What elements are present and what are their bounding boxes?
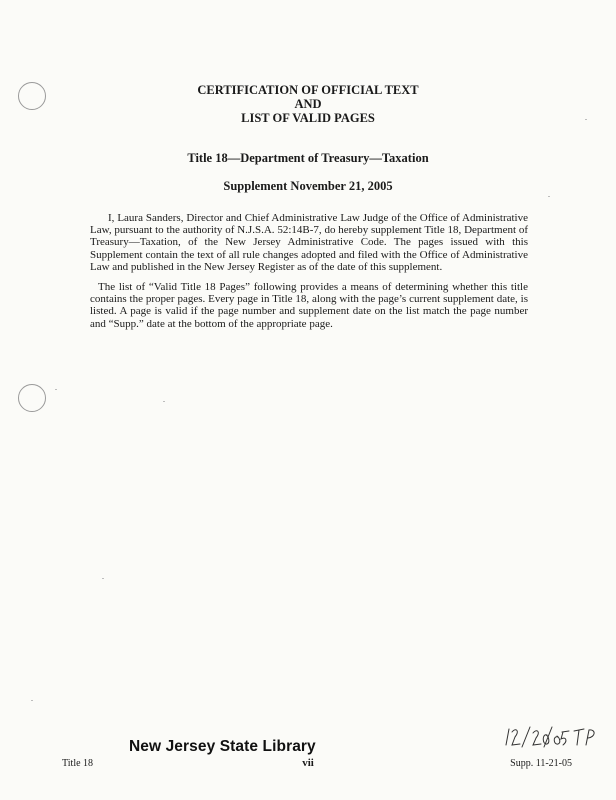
scan-speck (163, 401, 165, 402)
certification-paragraph: I, Laura Sanders, Director and Chief Administrative Law Judge of the Office of Administrative Law, pursuant to the authority of N.J.S.A. 52:14B-7, do hereby supplement Title 18, Department of Treasury—Taxation, of the New Jersey Administrative Code. The pages issued with this Supplement contain the text of all rule changes adopted and filed with the Office of Administrative Law and published in the New Jersey Register as of the date of this supplement. (90, 212, 528, 273)
scan-speck (31, 700, 33, 701)
heading-line-2: AND (294, 97, 322, 111)
heading-line-1: CERTIFICATION OF OFFICIAL TEXT (197, 83, 419, 97)
punch-hole-middle (18, 384, 46, 412)
valid-pages-paragraph: The list of “Valid Title 18 Pages” following provides a means of determining whether this title contains the proper pages. Every page in Title 18, along with the page’s current supplement date, is listed. A page is valid if the page number and supplement date on the list match the page number and “Supp.” date at the bottom of the appropriate page. (90, 281, 528, 330)
supplement-date: Supplement November 21, 2005 (223, 179, 393, 193)
library-stamp: New Jersey State Library (129, 738, 316, 755)
scan-speck (585, 119, 587, 120)
scan-speck (548, 196, 550, 197)
document-title: Title 18—Department of Treasury—Taxation (187, 151, 429, 165)
scan-speck (55, 389, 57, 390)
footer-title: Title 18 (62, 758, 94, 769)
handwritten-date-initials (500, 723, 600, 753)
footer-supplement: Supp. 11-21-05 (510, 758, 572, 769)
footer-page-number: vii (302, 757, 314, 769)
scan-speck (102, 578, 104, 579)
heading-line-3: LIST OF VALID PAGES (241, 111, 375, 125)
